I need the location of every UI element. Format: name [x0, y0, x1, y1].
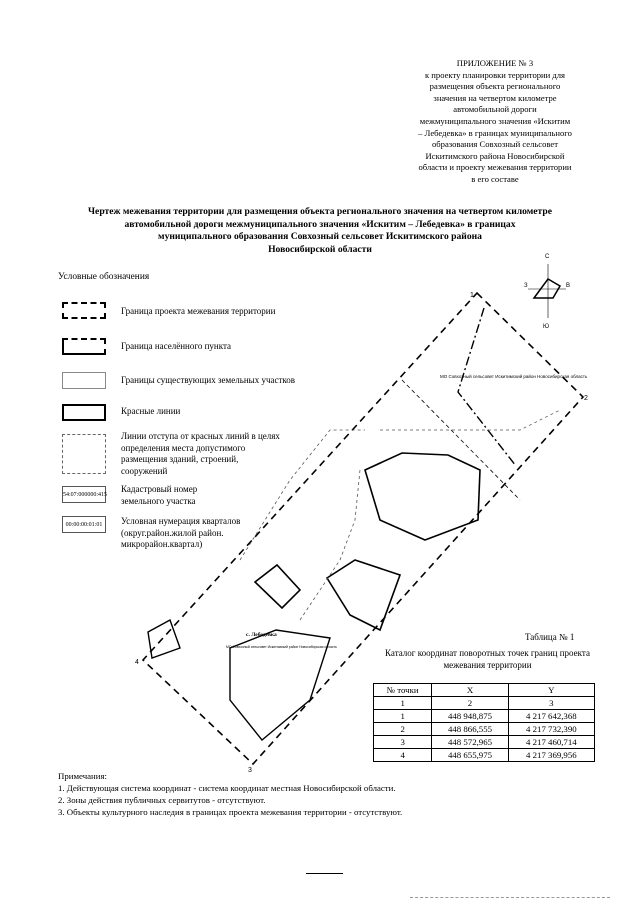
- legend-label: Условная нумерация кварталов (округ.район.жилой район. микрорайон.квартал): [121, 516, 241, 550]
- title-line: Новосибирской области: [268, 243, 372, 255]
- legend-label: Граница проекта межевания территории: [121, 306, 276, 316]
- appendix-line: межмуниципального значения «Искитим: [419, 115, 571, 126]
- table-cell: 448 655,975: [432, 749, 508, 762]
- table-cell: 1: [374, 697, 432, 710]
- appendix-line: значения на четвертом километре: [433, 92, 557, 103]
- title-line: муниципального образования Совхозный сельсовет Искитимского района: [158, 231, 482, 243]
- table-cell: 448 866,555: [432, 723, 508, 736]
- table-row: [374, 710, 595, 723]
- point-label: 3: [248, 767, 252, 774]
- compass-east: В: [566, 283, 571, 289]
- note-item: 3. Объекты культурного наследия в границах проекта межевания территории - отсутствуют.: [58, 807, 403, 817]
- table-header-row: [374, 684, 595, 697]
- table-cell: 4 217 369,956: [508, 749, 594, 762]
- table-cell: 4 217 460,714: [508, 736, 594, 749]
- settlement-sub-label: МО Совхозный сельсовет Искитимский район Новосибирская область: [226, 645, 337, 649]
- table-cell: 1: [374, 710, 432, 723]
- table-cell: 4: [374, 749, 432, 762]
- point-label: 2: [584, 395, 588, 402]
- coordinates-table: [373, 683, 595, 762]
- note-item: 1. Действующая система координат - система координат местная Новосибирской области.: [58, 783, 396, 793]
- title-line: автомобильной дороги межмуниципального значения «Искитим – Лебедевка» в границах: [124, 218, 516, 230]
- table-cell: 4 217 642,368: [508, 710, 594, 723]
- legend-label: Граница населённого пункта: [121, 341, 231, 351]
- table-cell: 2: [432, 697, 508, 710]
- table-row: [374, 749, 595, 762]
- table-cell: 3: [374, 736, 432, 749]
- table-cell: 2: [374, 723, 432, 736]
- table-cell: 3: [508, 697, 594, 710]
- notes-heading: Примечания:: [58, 771, 107, 781]
- table-row: [374, 736, 595, 749]
- note-item: 2. Зоны действия публичных сервитутов - отсутствуют.: [58, 795, 266, 805]
- appendix-line: Искитимского района Новосибирской: [425, 150, 565, 161]
- appendix-line: автомобильной дороги: [453, 104, 537, 115]
- mo-label: МО Совхозный сельсовет Искитимский район Новосибирская область: [440, 374, 588, 379]
- appendix-line: – Лебедевка» в границах муниципального: [418, 127, 572, 138]
- legend-label: Границы существующих земельных участков: [121, 375, 296, 385]
- table-header: Y: [508, 684, 594, 697]
- compass-north: С: [545, 254, 550, 260]
- notes: [58, 770, 402, 818]
- legend-label: Кадастровый номер земельного участка: [121, 484, 198, 506]
- red-line-area: [327, 560, 400, 630]
- compass-south: Ю: [543, 324, 550, 330]
- table-caption: Каталог координат поворотных точек границ проекта межевания территории: [385, 648, 590, 670]
- legend-label: Линии отступа от красных линий в целях определения места допустимого размещения зданий, строений, сооружений: [121, 431, 280, 476]
- red-line-area: [255, 565, 300, 608]
- compass-west: З: [524, 283, 528, 289]
- table-cell: 448 948,875: [432, 710, 508, 723]
- red-line-area: [365, 453, 480, 540]
- legend-heading: Условные обозначения: [58, 272, 150, 282]
- quarter-numbering-symbol: 00:00:00:01:01: [62, 516, 106, 533]
- bottom-divider: [410, 897, 610, 898]
- footer-divider: [306, 873, 343, 874]
- table-cell: 4 217 732,390: [508, 723, 594, 736]
- compass-rose: [524, 254, 570, 330]
- table-header: X: [432, 684, 508, 697]
- title-line: Чертеж межевания территории для размещения объекта регионального значения на четвертом километре: [88, 206, 552, 217]
- appendix-line: образования Совхозный сельсовет: [432, 139, 558, 150]
- table-cell: 448 572,965: [432, 736, 508, 749]
- cadastral-number-symbol: 54:07:000000:415: [62, 486, 106, 503]
- point-label: 4: [135, 659, 139, 666]
- point-label: 1: [470, 292, 474, 299]
- table-index-row: [374, 697, 595, 710]
- table-header: № точки: [374, 684, 432, 697]
- legend-label: Красные линии: [121, 406, 181, 416]
- appendix-line: области и проекту межевания территории: [418, 162, 572, 173]
- appendix-line: в его составе: [471, 173, 519, 184]
- appendix-line: размещения объекта регионального: [429, 81, 561, 92]
- table-row: [374, 723, 595, 736]
- appendix-line: к проекту планировки территории для: [424, 69, 566, 80]
- settlement-label: с. Лебедевка: [246, 632, 277, 638]
- table-number: Таблица № 1: [525, 632, 575, 642]
- appendix-line: ПРИЛОЖЕНИЕ № 3: [456, 58, 534, 68]
